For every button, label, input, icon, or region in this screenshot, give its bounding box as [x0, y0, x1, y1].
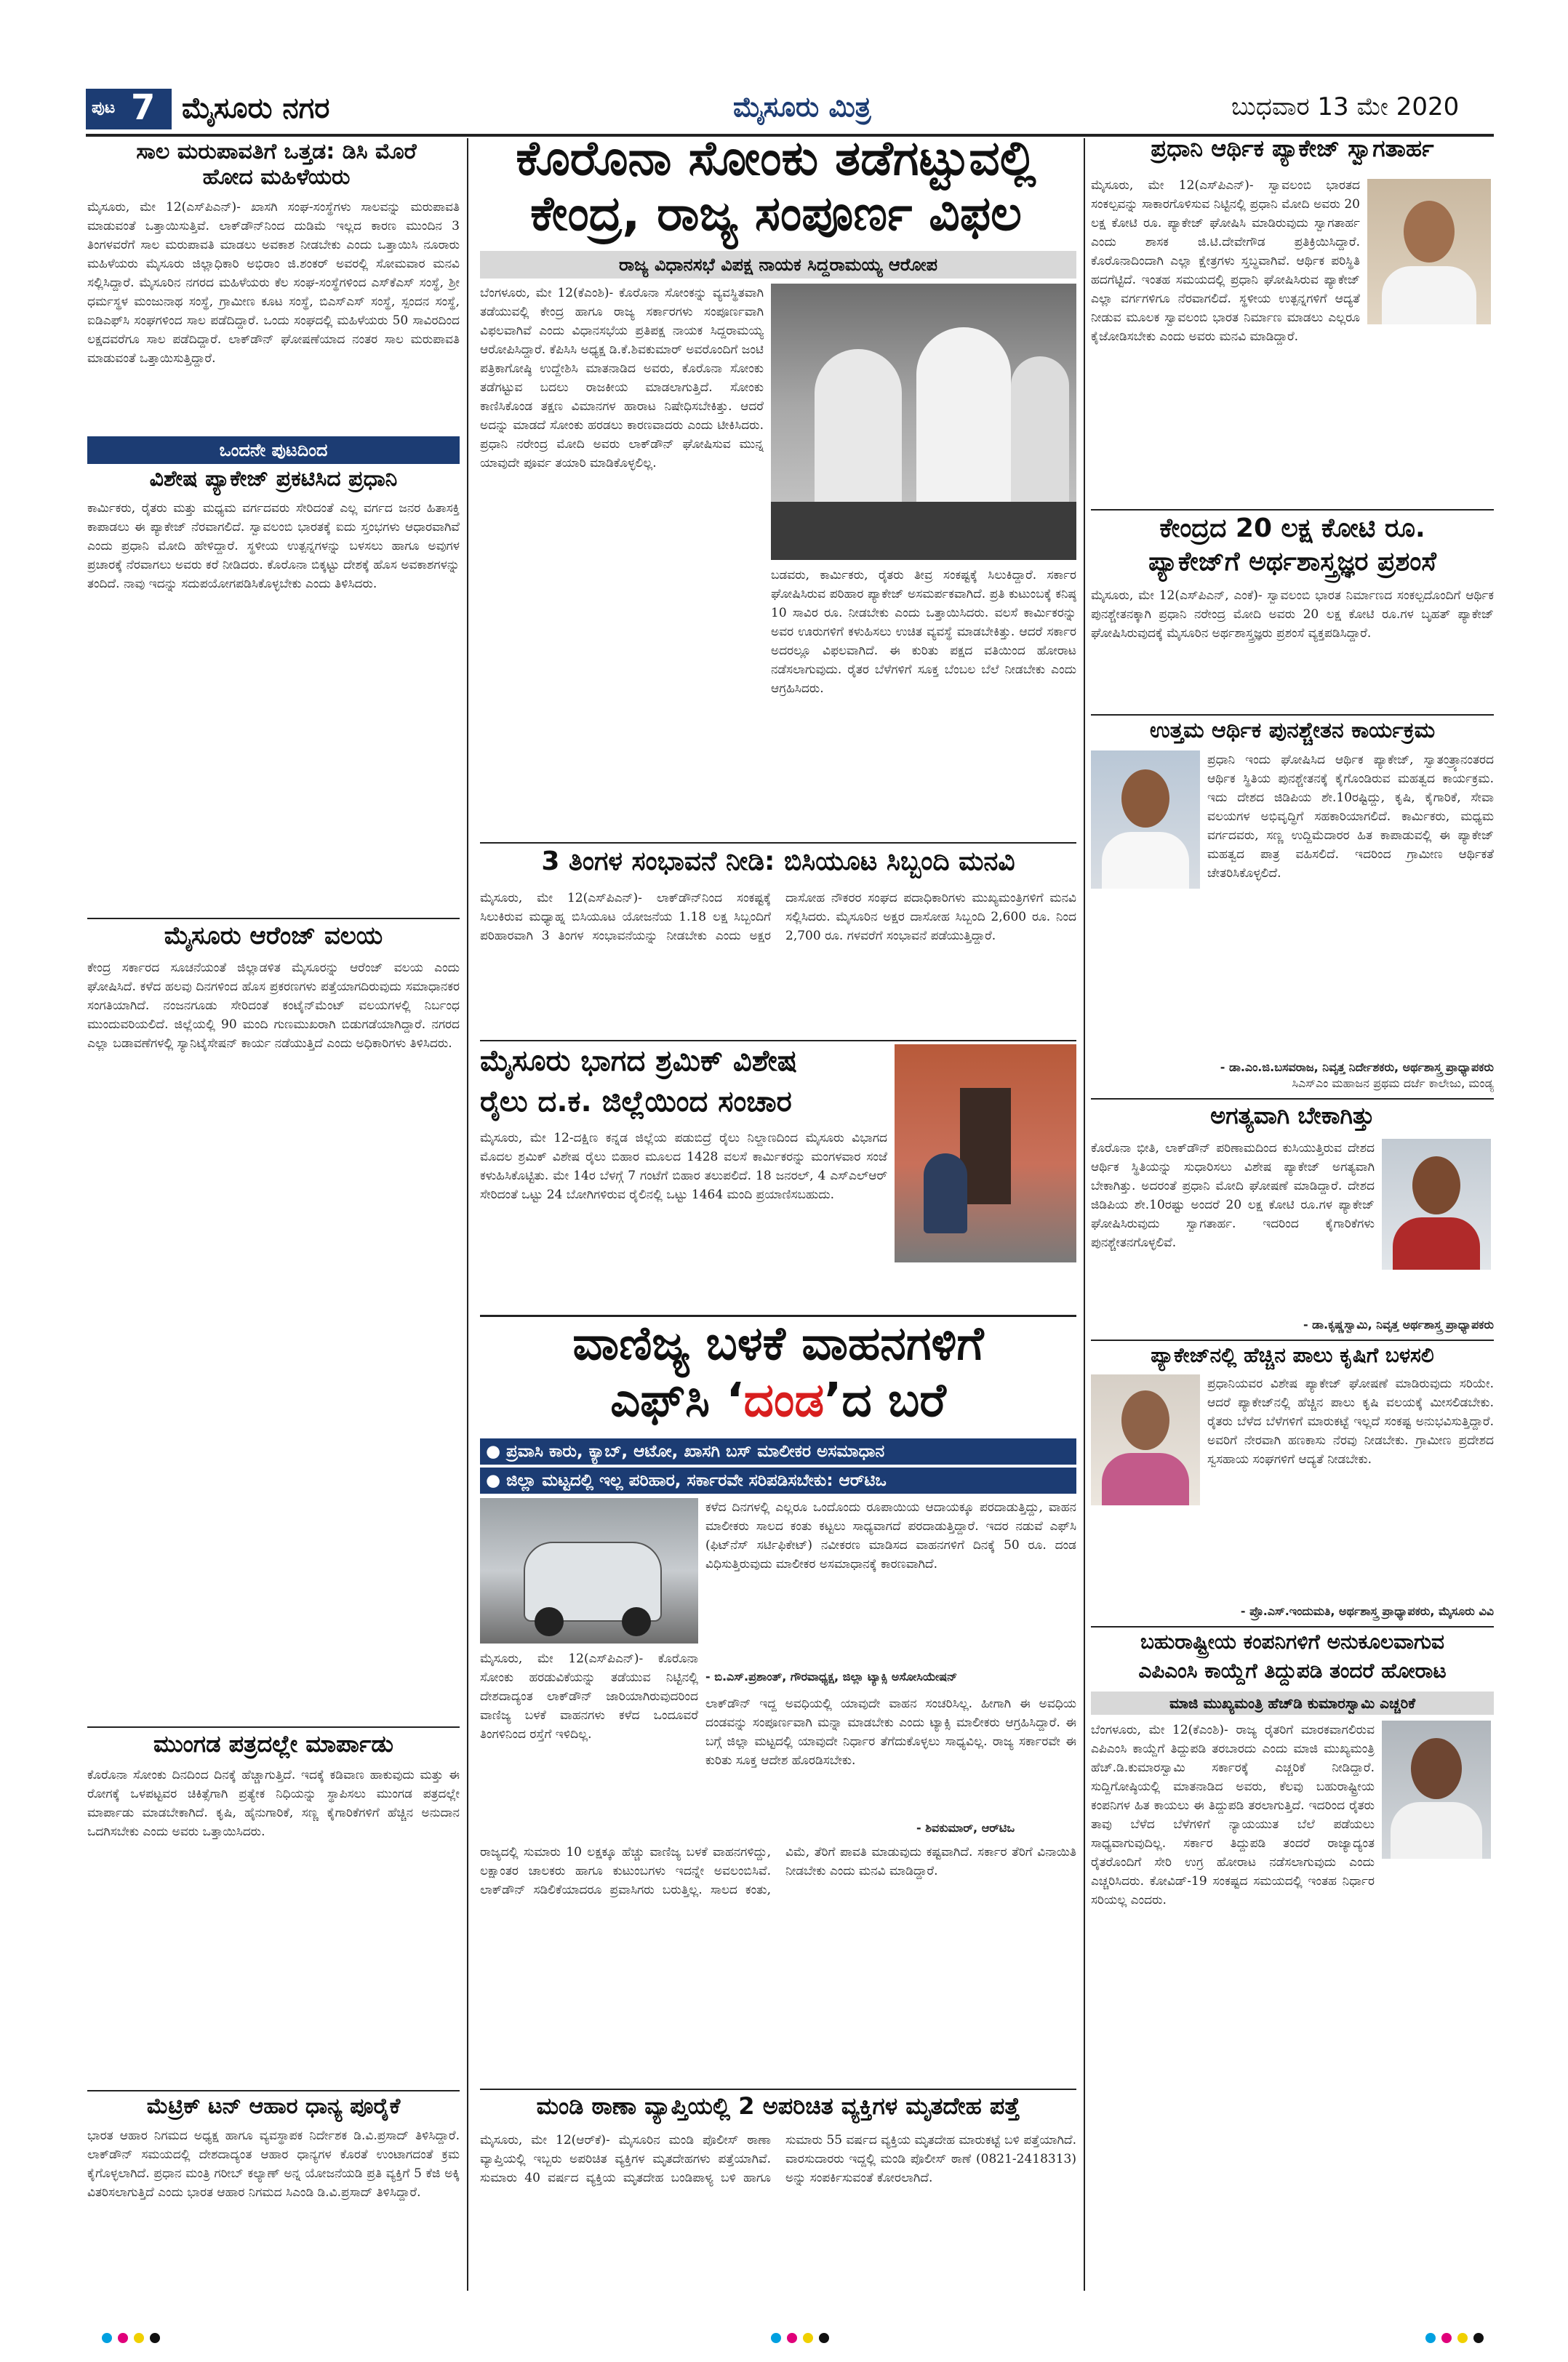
center-story-4-body-b: ಲಾಕ್‌ಡೌನ್ ಇದ್ದ ಅವಧಿಯಲ್ಲಿ ಯಾವುದೇ ವಾಹನ ಸಂಚರಿಸಿಲ್ಲ. ಹೀಗಾಗಿ ಈ ಅವಧಿಯ ದಂಡವನ್ನು ಸಂಪೂರ್ಣವಾಗಿ ಮನ್ನಾ ಮಾಡಬೇಕು ಎಂದು ಟ್ಯಾಕ್ಸಿ ಮಾಲೀಕರು ಆಗ್ರಹಿಸಿದ್ದಾರೆ. ಈ ಬಗ್ಗೆ ಜಿಲ್ಲಾ ಮಟ್ಟದಲ್ಲಿ ಯಾವುದೇ ನಿರ್ಧಾರ ತೆಗೆದುಕೊಳ್ಳಲು ಸಾಧ್ಯವಿಲ್ಲ. ರಾಜ್ಯ ಸರ್ಕಾರವೇ ಈ ಕುರಿತು ಸೂಕ್ತ ಆದೇಶ ಹೊರಡಿಸಬೇಕು.: [705, 1697, 1076, 1768]
portrait-body: [1391, 1802, 1482, 1859]
story-divider: [87, 2090, 460, 2091]
registration-dot: [1441, 2333, 1452, 2343]
center-story-4-body-c: ರಾಜ್ಯದಲ್ಲಿ ಸುಮಾರು 10 ಲಕ್ಷಕ್ಕೂ ಹೆಚ್ಚು ವಾಣಿಜ್ಯ ಬಳಕೆ ವಾಹನಗಳಿದ್ದು, ಲಕ್ಷಾಂತರ ಚಾಲಕರು ಹಾಗೂ ಕುಟುಂಬಗಳು ಇದನ್ನೇ ಅವಲಂಬಿಸಿವೆ. ಲಾಕ್‌ಡೌನ್ ಸಡಿಲಿಕೆಯಾದರೂ ಪ್ರವಾಸಿಗರು ಬರುತ್ತಿಲ್ಲ. ಸಾಲದ ಕಂತು, ವಿಮೆ, ತೆರಿಗೆ ಪಾವತಿ ಮಾಡುವುದು ಕಷ್ಟವಾಗಿದೆ. ಸರ್ಕಾರ ತೆರಿಗೆ ವಿನಾಯಿತಿ ನೀಡಬೇಕು ಎಂದು ಮನವಿ ಮಾಡಿದ್ದಾರೆ.: [480, 1845, 1076, 1897]
story-divider: [1091, 509, 1494, 511]
right-story-4-headline: ಅಗತ್ಯವಾಗಿ ಬೇಕಾಗಿತ್ತು: [1210, 1102, 1375, 1129]
right-story-3-body: ಪ್ರಧಾನಿ ಇಂದು ಘೋಷಿಸಿದ ಆರ್ಥಿಕ ಪ್ಯಾಕೇಜ್, ಸ್ವಾತಂತ್ರ್ಯಾನಂತರದ ಆರ್ಥಿಕ ಸ್ಥಿತಿಯ ಪುನಶ್ಚೇತನಕ್ಕೆ ಕೈಗೊಂಡಿರುವ ಮಹತ್ವದ ಕಾರ್ಯಕ್ರಮ. ಇದು ದೇಶದ ಜಿಡಿಪಿಯ ಶೇ.10ರಷ್ಟಿದ್ದು, ಕೃಷಿ, ಕೈಗಾರಿಕೆ, ಸೇವಾ ವಲಯಗಳ ಅಭಿವೃದ್ಧಿಗೆ ಸಹಕಾರಿಯಾಗಲಿದೆ. ಕಾರ್ಮಿಕರು, ಮಧ್ಯಮ ವರ್ಗದವರು, ಸಣ್ಣ ಉದ್ದಿಮೆದಾರರ ಹಿತ ಕಾಪಾಡುವಲ್ಲಿ ಈ ಪ್ಯಾಕೇಜ್ ಮಹತ್ವದ ಪಾತ್ರ ವಹಿಸಲಿದೆ. ಇದರಿಂದ ಗ್ರಾಮೀಣ ಆರ್ಥಿಕತೆ ಚೇತರಿಸಿಕೊಳ್ಳಲಿದೆ.: [1207, 753, 1494, 881]
center-story-4-headline-1: ವಾಣಿಜ್ಯ ಬಳಕೆ ವಾಹನಗಳಿಗೆ: [572, 1317, 984, 1371]
bullet-1: ● ಪ್ರವಾಸಿ ಕಾರು, ಕ್ಯಾಬ್, ಆಟೋ, ಖಾಸಗಿ ಬಸ್ ಮಾಲೀಕರ ಅಸಮಾಧಾನ: [486, 1442, 885, 1461]
left-story-1-headline: ಸಾಲ ಮರುಪಾವತಿಗೆ ಒತ್ತಡ: ಡಿಸಿ ಮೊರೆ ಹೋದ ಮಹಿಳೆಯರು: [136, 139, 417, 190]
right-story-5-body: ಪ್ರಧಾನಿಯವರ ವಿಶೇಷ ಪ್ಯಾಕೇಜ್ ಘೋಷಣೆ ಮಾಡಿರುವುದು ಸರಿಯೇ. ಆದರೆ ಪ್ಯಾಕೇಜ್‌ನಲ್ಲಿ ಹೆಚ್ಚಿನ ಪಾಲು ಕೃಷಿ ವಲಯಕ್ಕೆ ಮೀಸಲಿಡಬೇಕು. ರೈತರು ಬೆಳೆದ ಬೆಳೆಗಳಿಗೆ ಮಾರುಕಟ್ಟೆ ಇಲ್ಲದೆ ಸಂಕಷ್ಟ ಅನುಭವಿಸುತ್ತಿದ್ದಾರೆ. ಅವರಿಗೆ ನೇರವಾಗಿ ಹಣಕಾಸು ನೆರವು ನೀಡಬೇಕು. ಗ್ರಾಮೀಣ ಪ್ರದೇಶದ ಸ್ವಸಹಾಯ ಸಂಘಗಳಿಗೆ ಆದ್ಯತೆ ನೀಡಬೇಕು.: [1207, 1377, 1494, 1467]
registration-dot: [102, 2333, 112, 2343]
portrait-4: [1091, 1374, 1200, 1505]
right-story-1-headline: ಪ್ರಧಾನಿ ಆರ್ಥಿಕ ಪ್ಯಾಕೇಜ್ ಸ್ವಾಗತಾರ್ಹ: [1151, 135, 1434, 162]
story-divider: [480, 2089, 1076, 2090]
story-divider: [1091, 1340, 1494, 1341]
registration-dot: [787, 2333, 797, 2343]
car-wheel: [535, 1607, 564, 1636]
headline-part: ’ದ ಬರೆ: [824, 1374, 946, 1428]
right-story-4-body: ಕೊರೊನಾ ಭೀತಿ, ಲಾಕ್‌ಡೌನ್ ಪರಿಣಾಮದಿಂದ ಕುಸಿಯುತ್ತಿರುವ ದೇಶದ ಆರ್ಥಿಕ ಸ್ಥಿತಿಯನ್ನು ಸುಧಾರಿಸಲು ವಿಶೇಷ ಪ್ಯಾಕೇಜ್ ಅಗತ್ಯವಾಗಿ ಬೇಕಾಗಿತ್ತು. ಅದರಂತೆ ಪ್ರಧಾನಿ ಮೋದಿ ಘೋಷಣೆ ಮಾಡಿದ್ದಾರೆ. ದೇಶದ ಜಿಡಿಪಿಯ ಶೇ.10ರಷ್ಟು ಅಂದರೆ 20 ಲಕ್ಷ ಕೋಟಿ ರೂ.ಗಳ ಪ್ಯಾಕೇಜ್ ಘೋಷಿಸಿರುವುದು ಸ್ವಾಗತಾರ್ಹ. ಇದರಿಂದ ಕೈಗಾರಿಕೆಗಳು ಪುನಶ್ಚೇತನಗೊಳ್ಳಲಿವೆ.: [1091, 1141, 1375, 1250]
passenger-figure: [924, 1153, 967, 1233]
story-divider: [87, 1726, 460, 1728]
center-story-4-byline-1: - ಬಿ.ಎಸ್.ಪ್ರಶಾಂತ್, ಗೌರವಾಧ್ಯಕ್ಷ, ಜಿಲ್ಲಾ ಟ್ಯಾಕ್ಸಿ ಅಸೋಸಿಯೇಷನ್: [705, 1670, 958, 1684]
registration-dot: [1457, 2333, 1468, 2343]
left-story-5-headline: ಮೆಟ್ರಿಕ್ ಟನ್ ಆಹಾರ ಧಾನ್ಯ ಪೂರೈಕೆ: [146, 2094, 401, 2119]
center-story-3-headline-2: ರೈಲು ದ.ಕ. ಜಿಲ್ಲೆಯಿಂದ ಸಂಚಾರ: [480, 1085, 792, 1118]
registration-dot: [134, 2333, 144, 2343]
car-photo: [480, 1498, 698, 1644]
left-story-4-body: ಕೊರೊನಾ ಸೋಂಕು ದಿನದಿಂದ ದಿನಕ್ಕೆ ಹೆಚ್ಚಾಗುತ್ತಿದೆ. ಇದಕ್ಕೆ ಕಡಿವಾಣ ಹಾಕುವುದು ಮತ್ತು ಈ ರೋಗಕ್ಕೆ ಒಳಪಟ್ಟವರ ಚಿಕಿತ್ಸೆಗಾಗಿ ಪ್ರತ್ಯೇಕ ನಿಧಿಯನ್ನು ಸ್ಥಾಪಿಸಲು ಮುಂಗಡ ಪತ್ರದಲ್ಲೇ ಮಾರ್ಪಾಡು ಮಾಡಬೇಕಾಗಿದೆ. ಕೃಷಿ, ಹೈನುಗಾರಿಕೆ, ಸಣ್ಣ ಕೈಗಾರಿಕೆಗಳಿಗೆ ಹೆಚ್ಚಿನ ಅನುದಾನ ಒದಗಿಸಬೇಕು ಎಂದು ಅವರು ಒತ್ತಾಯಿಸಿದರು.: [87, 1768, 460, 1839]
right-story-6-headline-1: ಬಹುರಾಷ್ಟ್ರೀಯ ಕಂಪನಿಗಳಿಗೆ ಅನುಕೂಲವಾಗುವ: [1140, 1630, 1445, 1654]
left-story-4-headline: ಮುಂಗಡ ಪತ್ರದಲ್ಲೇ ಮಾರ್ಪಾಡು: [153, 1730, 393, 1758]
bullet-bar-2: [480, 1468, 1076, 1494]
portrait-1: [1367, 179, 1491, 324]
portrait-5: [1382, 1721, 1491, 1859]
left-story-2-body: ಕಾರ್ಮಿಕರು, ರೈತರು ಮತ್ತು ಮಧ್ಯಮ ವರ್ಗದವರು ಸೇರಿದಂತೆ ಎಲ್ಲ ವರ್ಗದ ಜನರ ಹಿತಾಸಕ್ತಿ ಕಾಪಾಡಲು ಈ ಪ್ಯಾಕೇಜ್ ನೆರವಾಗಲಿದೆ. ಸ್ವಾವಲಂಬಿ ಭಾರತಕ್ಕೆ ಐದು ಸ್ತಂಭಗಳು ಆಧಾರವಾಗಿವೆ ಎಂದು ಪ್ರಧಾನಿ ಮೋದಿ ಹೇಳಿದ್ದಾರೆ. ಸ್ಥಳೀಯ ಉತ್ಪನ್ನಗಳನ್ನು ಬಳಸಲು ಹಾಗೂ ಅವುಗಳ ಪ್ರಚಾರಕ್ಕೆ ನೆರವಾಗಲು ಅವರು ಕರೆ ನೀಡಿದರು. ಕೊರೊನಾ ಬಿಕ್ಕಟ್ಟು ದೇಶಕ್ಕೆ ಹೊಸ ಅವಕಾಶಗಳನ್ನು ತಂದಿದೆ. ನಾವು ಇದನ್ನು ಸದುಪಯೋಗಪಡಿಸಿಕೊಳ್ಳಬೇಕು ಎಂದು ತಿಳಿಸಿದರು.: [87, 501, 460, 591]
lead-kicker: ರಾಜ್ಯ ವಿಧಾನಸಭೆ ವಿಪಕ್ಷ ನಾಯಕ ಸಿದ್ದರಾಮಯ್ಯ ಆರೋಪ: [618, 255, 938, 275]
photo-figure: [1011, 356, 1069, 509]
center-story-4-body-a: ಕಳೆದ ದಿನಗಳಲ್ಲಿ ಎಲ್ಲರೂ ಒಂದೊಂದು ರೂಪಾಯಿಯ ಆದಾಯಕ್ಕೂ ಪರದಾಡುತ್ತಿದ್ದು, ವಾಹನ ಮಾಲೀಕರು ಸಾಲದ ಕಂತು ಕಟ್ಟಲು ಸಾಧ್ಯವಾಗದೆ ಪರದಾಡುತ್ತಿದ್ದಾರೆ. ಇದರ ನಡುವೆ ಎಫ್‌ಸಿ (ಫಿಟ್‌ನೆಸ್ ಸರ್ಟಿಫಿಕೇಟ್) ನವೀಕರಣ ಮಾಡಿಸದ ವಾಹನಗಳಿಗೆ ದಿನಕ್ಕೆ 50 ರೂ. ದಂಡ ವಿಧಿಸುತ್ತಿರುವುದು ಮಾಲೀಕರ ಅಸಮಾಧಾನಕ್ಕೆ ಕಾರಣವಾಗಿದೆ.: [705, 1500, 1076, 1572]
photo-table: [771, 502, 1076, 560]
train-door: [960, 1088, 1011, 1204]
headline-part: ಎಫ್‌ಸಿ ‘: [610, 1374, 744, 1428]
right-story-1-body: ಮೈಸೂರು, ಮೇ 12(ಎಸ್‌ಪಿಎನ್)- ಸ್ವಾವಲಂಬಿ ಭಾರತದ ಸಂಕಲ್ಪವನ್ನು ಸಾಕಾರಗೊಳಿಸುವ ನಿಟ್ಟಿನಲ್ಲಿ ಪ್ರಧಾನಿ ಮೋದಿ ಅವರು 20 ಲಕ್ಷ ಕೋಟಿ ರೂ. ಪ್ಯಾಕೇಜ್ ಘೋಷಿಸಿ ಮಾಡಿರುವುದು ಸ್ವಾಗತಾರ್ಹ ಎಂದು ಶಾಸಕ ಜಿ.ಟಿ.ದೇವೇಗೌಡ ಪ್ರತಿಕ್ರಿಯಿಸಿದ್ದಾರೆ. ಕೊರೊನಾದಿಂದಾಗಿ ಎಲ್ಲಾ ಕ್ಷೇತ್ರಗಳು ಸ್ತಬ್ಧವಾಗಿವೆ. ಆರ್ಥಿಕ ಪರಿಸ್ಥಿತಿ ಹದಗೆಟ್ಟಿದೆ. ಇಂತಹ ಸಮಯದಲ್ಲಿ ಪ್ರಧಾನಿ ಘೋಷಿಸಿರುವ ಪ್ಯಾಕೇಜ್ ಎಲ್ಲಾ ವರ್ಗಗಳಿಗೂ ನೆರವಾಗಲಿದೆ. ಸ್ಥಳೀಯ ಉತ್ಪನ್ನಗಳಿಗೆ ಆದ್ಯತೆ ನೀಡುವ ಮೂಲಕ ಸ್ವಾವಲಂಬಿ ಭಾರತ ನಿರ್ಮಾಣ ಮಾಡಲು ಎಲ್ಲರೂ ಕೈಜೋಡಿಸಬೇಕು ಎಂದು ಅವರು ಮನವಿ ಮಾಡಿದ್ದಾರೆ.: [1091, 178, 1360, 344]
registration-marks: [0, 2327, 1568, 2349]
portrait-head: [1412, 1156, 1460, 1214]
right-story-6-headline-2: ಎಪಿಎಂಸಿ ಕಾಯ್ದೆಗೆ ತಿದ್ದುಪಡಿ ತಂದರೆ ಹೋರಾಟ: [1138, 1659, 1447, 1683]
registration-dot: [819, 2333, 829, 2343]
portrait-body: [1102, 1453, 1189, 1505]
registration-dot: [771, 2333, 781, 2343]
portrait-head: [1411, 1738, 1462, 1799]
page-label: ಪುಟ: [92, 99, 116, 117]
right-story-5-headline: ಪ್ಯಾಕೇಜ್‌ನಲ್ಲಿ ಹೆಚ್ಚಿನ ಪಾಲು ಕೃಷಿಗೆ ಬಳಸಲಿ: [1151, 1343, 1434, 1367]
left-story-3-body: ಕೇಂದ್ರ ಸರ್ಕಾರದ ಸೂಚನೆಯಂತೆ ಜಿಲ್ಲಾಡಳಿತ ಮೈಸೂರನ್ನು ಆರೆಂಜ್ ವಲಯ ಎಂದು ಘೋಷಿಸಿದೆ. ಕಳೆದ ಹಲವು ದಿನಗಳಿಂದ ಹೊಸ ಪ್ರಕರಣಗಳು ಪತ್ತೆಯಾಗದಿರುವುದು ಸಮಾಧಾನಕರ ಸಂಗತಿಯಾಗಿದೆ. ನಂಜನಗೂಡು ಸೇರಿದಂತೆ ಕಂಟೈನ್‌ಮೆಂಟ್ ವಲಯಗಳಲ್ಲಿ ನಿರ್ಬಂಧ ಮುಂದುವರಿಯಲಿದೆ. ಜಿಲ್ಲೆಯಲ್ಲಿ 90 ಮಂದಿ ಗುಣಮುಖರಾಗಿ ಬಿಡುಗಡೆಯಾಗಿದ್ದಾರೆ. ನಗರದ ಎಲ್ಲಾ ಬಡಾವಣೆಗಳಲ್ಲಿ ಸ್ಯಾನಿಟೈಸೇಷನ್ ಕಾರ್ಯ ನಡೆಯುತ್ತಿದೆ ಎಂದು ಅಧಿಕಾರಿಗಳು ತಿಳಿಸಿದರು.: [87, 961, 460, 1051]
paper-name: ಮೈಸೂರು ಮಿತ್ರ: [733, 91, 871, 123]
center-story-5-body: ಮೈಸೂರು, ಮೇ 12(ಆರ್‌ಕೆ)- ಮೈಸೂರಿನ ಮಂಡಿ ಪೊಲೀಸ್ ಠಾಣಾ ವ್ಯಾಪ್ತಿಯಲ್ಲಿ ಇಬ್ಬರು ಅಪರಿಚಿತ ವ್ಯಕ್ತಿಗಳ ಮೃತದೇಹಗಳು ಪತ್ತೆಯಾಗಿವೆ. ಸುಮಾರು 40 ವರ್ಷದ ವ್ಯಕ್ತಿಯ ಮೃತದೇಹ ಬಂಡಿಪಾಳ್ಯ ಬಳಿ ಹಾಗೂ ಸುಮಾರು 55 ವರ್ಷದ ವ್ಯಕ್ತಿಯ ಮೃತದೇಹ ಮಾರುಕಟ್ಟೆ ಬಳಿ ಪತ್ತೆಯಾಗಿದೆ. ವಾರಸುದಾರರು ಇದ್ದಲ್ಲಿ ಮಂಡಿ ಪೊಲೀಸ್ ಠಾಣೆ (0821-2418313) ಅನ್ನು ಸಂಪರ್ಕಿಸುವಂತೆ ಕೋರಲಾಗಿದೆ.: [480, 2133, 1076, 2185]
story-divider: [480, 1040, 1076, 1041]
center-story-3-headline-1: ಮೈಸೂರು ಭಾಗದ ಶ್ರಮಿಕ್ ವಿಶೇಷ: [480, 1044, 797, 1078]
headline-highlight: ದಂಡ: [743, 1374, 825, 1428]
story-divider: [1091, 1626, 1494, 1628]
right-story-6-kicker-bar: [1091, 1692, 1494, 1715]
photo-figure: [916, 327, 1011, 509]
left-story-1-body: ಮೈಸೂರು, ಮೇ 12(ಎಸ್‌ಪಿಎನ್)- ಖಾಸಗಿ ಸಂಘ-ಸಂಸ್ಥೆಗಳು ಸಾಲವನ್ನು ಮರುಪಾವತಿ ಮಾಡುವಂತೆ ಒತ್ತಾಯಿಸುತ್ತಿವೆ. ಲಾಕ್‌ಡೌನ್‌ನಿಂದ ದುಡಿಮೆ ಇಲ್ಲದ ಕಾರಣ ಮುಂದಿನ 3 ತಿಂಗಳವರೆಗೆ ಸಾಲ ಮರುಪಾವತಿ ಮಾಡಲು ಅವಕಾಶ ನೀಡಬೇಕು ಎಂದು ಒತ್ತಾಯಿಸಿ ನೂರಾರು ಮಹಿಳೆಯರು ಮೈಸೂರು ಜಿಲ್ಲಾಧಿಕಾರಿ ಅಭಿರಾಂ ಜಿ.ಶಂಕರ್ ಅವರಲ್ಲಿ ಸೋಮವಾರ ಮನವಿ ಸಲ್ಲಿಸಿದ್ದಾರೆ. ಮೈಸೂರಿನ ನಗರದ ಮಹಿಳೆಯರು ಕೆಲ ಸಂಘ-ಸಂಸ್ಥೆಗಳಿಂದ ಎಸ್‌ಕೆಎಸ್ ಸಂಸ್ಥೆ, ಶ್ರೀ ಧರ್ಮಸ್ಥಳ ಮಂಜುನಾಥ ಸಂಸ್ಥೆ, ಗ್ರಾಮೀಣ ಕೂಟ ಸಂಸ್ಥೆ, ಬಿಎಸ್‌ಎಸ್ ಸಂಸ್ಥೆ, ಸ್ಪಂದನ ಸಂಸ್ಥೆ, ಐಡಿಎಫ್‌ಸಿ ಸಂಘಗಳಿಂದ ಸಾಲ ಪಡೆದಿದ್ದಾರೆ. ಒಂದು ಸಂಘದಲ್ಲಿ ಮಹಿಳೆಯರು 50 ಸಾವಿರದಿಂದ ಲಕ್ಷದವರೆಗೂ ಸಾಲ ಪಡೆದಿದ್ದಾರೆ. ಲಾಕ್‌ಡೌನ್ ಘೋಷಣೆಯಾದ ನಂತರ ಸಾಲ ಮರುಪಾವತಿ ಮಾಡುವಂತೆ ಒತ್ತಾಯಿಸುತ್ತಿದ್ದಾರೆ.: [87, 200, 460, 366]
left-story-5-body: ಭಾರತ ಆಹಾರ ನಿಗಮದ ಅಧ್ಯಕ್ಷ ಹಾಗೂ ವ್ಯವಸ್ಥಾಪಕ ನಿರ್ದೇಶಕ ಡಿ.ವಿ.ಪ್ರಸಾದ್ ತಿಳಿಸಿದ್ದಾರೆ. ಲಾಕ್‌ಡೌನ್ ಸಮಯದಲ್ಲಿ ದೇಶದಾದ್ಯಂತ ಆಹಾರ ಧಾನ್ಯಗಳ ಕೊರತೆ ಉಂಟಾಗದಂತೆ ಕ್ರಮ ಕೈಗೊಳ್ಳಲಾಗಿದೆ. ಪ್ರಧಾನ ಮಂತ್ರಿ ಗರೀಬ್ ಕಲ್ಯಾಣ್ ಅನ್ನ ಯೋಜನೆಯಡಿ ಪ್ರತಿ ವ್ಯಕ್ತಿಗೆ 5 ಕೆಜಿ ಅಕ್ಕಿ ವಿತರಿಸಲಾಗುತ್ತಿದೆ ಎಂದು ಭಾರತ ಆಹಾರ ನಿಗಮದ ಸಿಎಂಡಿ ಡಿ.ವಿ.ಪ್ರಸಾದ್ ತಿಳಿಸಿದ್ದಾರೆ.: [87, 2129, 460, 2200]
registration-dot: [118, 2333, 128, 2343]
registration-dot: [150, 2333, 160, 2343]
portrait-body: [1382, 266, 1476, 324]
right-story-3-byline-2: ಸಿಎಸ್ಎಂ ಮಹಾಜನ ಪ್ರಥಮ ದರ್ಜೆ ಕಾಲೇಜು, ಮಂಡ್ಯ: [1292, 1076, 1494, 1090]
right-story-3-headline: ಉತ್ತಮ ಆರ್ಥಿಕ ಪುನಶ್ಚೇತನ ಕಾರ್ಯಕ್ರಮ: [1149, 718, 1436, 743]
right-story-5-byline: - ಪ್ರೊ.ಎಸ್.ಇಂದುಮತಿ, ಅರ್ಥಶಾಸ್ತ್ರ ಪ್ರಾಧ್ಯಾಪಕರು, ಮೈಸೂರು ವಿವಿ: [1240, 1604, 1494, 1618]
registration-dot: [803, 2333, 813, 2343]
lead-headline-line-2: ಕೇಂದ್ರ, ರಾಜ್ಯ ಸಂಪೂರ್ಣ ವಿಫಲ: [530, 185, 1022, 241]
portrait-head: [1404, 201, 1455, 263]
page-date: ಬುಧವಾರ 13 ಮೇ 2020: [1231, 92, 1460, 121]
page-number: 7: [131, 87, 156, 128]
photo-figure: [815, 349, 902, 509]
right-story-6-kicker: ಮಾಜಿ ಮುಖ್ಯಮಂತ್ರಿ ಹೆಚ್‌ಡಿ ಕುಮಾರಸ್ವಾಮಿ ಎಚ್ಚರಿಕೆ: [1169, 1694, 1416, 1712]
bullet-bar-1: [480, 1438, 1076, 1465]
center-story-2-headline: 3 ತಿಂಗಳ ಸಂಭಾವನೆ ನೀಡಿ: ಬಿಸಿಯೂಟ ಸಿಬ್ಬಂದಿ ಮನವಿ: [541, 846, 1015, 876]
center-story-4-byline-2: - ಶಿವಕುಮಾರ್, ಆರ್‌ಟಿಒ: [916, 1821, 1015, 1835]
right-story-3-byline: - ಡಾ.ಎಂ.ಜಿ.ಬಸವರಾಜ, ನಿವೃತ್ತ ನಿರ್ದೇಶಕರು, ಅರ್ಥಶಾಸ್ತ್ರ ಪ್ರಾಧ್ಯಾಪಕರು: [1220, 1060, 1494, 1074]
lead-body-a: ಬೆಂಗಳೂರು, ಮೇ 12(ಕೆಎಂಶಿ)- ಕೊರೊನಾ ಸೋಂಕನ್ನು ವ್ಯವಸ್ಥಿತವಾಗಿ ತಡೆಯುವಲ್ಲಿ ಕೇಂದ್ರ ಹಾಗೂ ರಾಜ್ಯ ಸರ್ಕಾರಗಳು ಸಂಪೂರ್ಣವಾಗಿ ವಿಫಲವಾಗಿವೆ ಎಂದು ವಿಧಾನಸಭೆಯ ಪ್ರತಿಪಕ್ಷ ನಾಯಕ ಸಿದ್ದರಾಮಯ್ಯ ಆರೋಪಿಸಿದ್ದಾರೆ. ಕೆಪಿಸಿಸಿ ಅಧ್ಯಕ್ಷ ಡಿ.ಕೆ.ಶಿವಕುಮಾರ್ ಅವರೊಂದಿಗೆ ಜಂಟಿ ಪತ್ರಿಕಾಗೋಷ್ಠಿ ಉದ್ದೇಶಿಸಿ ಮಾತನಾಡಿದ ಅವರು, ಕೊರೊನಾ ಸೋಂಕು ತಡೆಗಟ್ಟುವ ಬದಲು ರಾಜಕೀಯ ಮಾಡಲಾಗುತ್ತಿದೆ. ಸೋಂಕು ಕಾಣಿಸಿಕೊಂಡ ತಕ್ಷಣ ವಿಮಾನಗಳ ಹಾರಾಟ ನಿಷೇಧಿಸಬೇಕಿತ್ತು. ಆದರೆ ಅದನ್ನು ಮಾಡದೆ ಸೋಂಕು ಹರಡಲು ಕಾರಣವಾದರು ಎಂದು ಟೀಕಿಸಿದರು. ಪ್ರಧಾನಿ ನರೇಂದ್ರ ಮೋದಿ ಅವರು ಲಾಕ್‌ಡೌನ್ ಘೋಷಿಸುವ ಮುನ್ನ ಯಾವುದೇ ಪೂರ್ವ ತಯಾರಿ ಮಾಡಿಕೊಳ್ಳಲಿಲ್ಲ.: [480, 286, 764, 471]
column-divider: [1084, 138, 1085, 2291]
bullet-2: ● ಜಿಲ್ಲಾ ಮಟ್ಟದಲ್ಲಿ ಇಲ್ಲ ಪರಿಹಾರ, ಸರ್ಕಾರವೇ ಸರಿಪಡಿಸಬೇಕು: ಆರ್‌ಟಿಒ: [486, 1471, 887, 1490]
train-photo: [895, 1044, 1076, 1262]
story-divider: [480, 842, 1076, 844]
right-story-2-body: ಮೈಸೂರು, ಮೇ 12(ಎಸ್‌ಪಿಎನ್, ಎಂಕೆ)- ಸ್ವಾವಲಂಬಿ ಭಾರತ ನಿರ್ಮಾಣದ ಸಂಕಲ್ಪದೊಂದಿಗೆ ಆರ್ಥಿಕ ಪುನಶ್ಚೇತನಕ್ಕಾಗಿ ಪ್ರಧಾನಿ ನರೇಂದ್ರ ಮೋದಿ ಅವರು 20 ಲಕ್ಷ ಕೋಟಿ ರೂ.ಗಳ ಬೃಹತ್ ಪ್ಯಾಕೇಜ್ ಘೋಷಿಸಿರುವುದಕ್ಕೆ ಮೈಸೂರಿನ ಅರ್ಥಶಾಸ್ತ್ರಜ್ಞರು ಪ್ರಶಂಸೆ ವ್ಯಕ್ತಪಡಿಸಿದ್ದಾರೆ.: [1091, 588, 1494, 641]
section-title: ಮೈಸೂರು ನಗರ: [182, 92, 330, 125]
page-number-box: [86, 89, 172, 129]
lead-kicker-bar: [480, 251, 1076, 279]
right-story-2-headline-2: ಪ್ಯಾಕೇಜ್‌ಗೆ ಅರ್ಥಶಾಸ್ತ್ರಜ್ಞರ ಪ್ರಶಂಸೆ: [1148, 547, 1436, 577]
column-divider: [467, 138, 468, 2291]
right-story-6-body: ಬೆಂಗಳೂರು, ಮೇ 12(ಕೆಎಂಶಿ)- ರಾಜ್ಯ ರೈತರಿಗೆ ಮಾರಕವಾಗಲಿರುವ ಎಪಿಎಂಸಿ ಕಾಯ್ದೆಗೆ ತಿದ್ದುಪಡಿ ತರಬಾರದು ಎಂದು ಮಾಜಿ ಮುಖ್ಯಮಂತ್ರಿ ಹೆಚ್.ಡಿ.ಕುಮಾರಸ್ವಾಮಿ ಸರ್ಕಾರಕ್ಕೆ ಎಚ್ಚರಿಕೆ ನೀಡಿದ್ದಾರೆ. ಸುದ್ದಿಗೋಷ್ಠಿಯಲ್ಲಿ ಮಾತನಾಡಿದ ಅವರು, ಕೆಲವು ಬಹುರಾಷ್ಟ್ರೀಯ ಕಂಪನಿಗಳ ಹಿತ ಕಾಯಲು ಈ ತಿದ್ದುಪಡಿ ತರಲಾಗುತ್ತಿದೆ. ಇದರಿಂದ ರೈತರು ತಾವು ಬೆಳೆದ ಬೆಳೆಗಳಿಗೆ ನ್ಯಾಯಯುತ ಬೆಲೆ ಪಡೆಯಲು ಸಾಧ್ಯವಾಗುವುದಿಲ್ಲ. ಸರ್ಕಾರ ತಿದ್ದುಪಡಿ ತಂದರೆ ರಾಜ್ಯಾದ್ಯಂತ ರೈತರೊಂದಿಗೆ ಸೇರಿ ಉಗ್ರ ಹೋರಾಟ ನಡೆಸಲಾಗುವುದು ಎಂದು ಎಚ್ಚರಿಸಿದರು. ಕೋವಿಡ್-19 ಸಂಕಷ್ಟದ ಸಮಯದಲ್ಲಿ ಇಂತಹ ನಿರ್ಧಾರ ಸರಿಯಲ್ಲ ಎಂದರು.: [1091, 1723, 1375, 1907]
car-photo-caption: ಮೈಸೂರು, ಮೇ 12(ಎಸ್‌ಪಿಎನ್)- ಕೊರೊನಾ ಸೋಂಕು ಹರಡುವಿಕೆಯನ್ನು ತಡೆಯುವ ನಿಟ್ಟಿನಲ್ಲಿ ದೇಶದಾದ್ಯಂತ ಲಾಕ್‌ಡೌನ್ ಜಾರಿಯಾಗಿರುವುದರಿಂದ ವಾಣಿಜ್ಯ ಬಳಕೆ ವಾಹನಗಳು ಕಳೆದ ಒಂದೂವರೆ ತಿಂಗಳಿನಿಂದ ರಸ್ತೆಗೆ ಇಳಿದಿಲ್ಲ.: [480, 1652, 698, 1742]
left-story-3-headline: ಮೈಸೂರು ಆರೆಂಜ್ ವಲಯ: [164, 921, 383, 950]
center-story-5-headline: ಮಂಡಿ ಠಾಣಾ ವ್ಯಾಪ್ತಿಯಲ್ಲಿ 2 ಅಪರಿಚಿತ ವ್ಯಕ್ತಿಗಳ ಮೃತದೇಹ ಪತ್ತೆ: [536, 2092, 1020, 2120]
portrait-body: [1102, 832, 1189, 889]
lead-headline-line-1: ಕೊರೊನಾ ಸೋಂಕು ತಡೆಗಟ್ಟುವಲ್ಲಿ: [516, 130, 1036, 186]
registration-dot: [1473, 2333, 1484, 2343]
car-wheel: [622, 1607, 651, 1636]
lead-photo: [771, 284, 1076, 560]
lead-body-b: ಬಡವರು, ಕಾರ್ಮಿಕರು, ರೈತರು ತೀವ್ರ ಸಂಕಷ್ಟಕ್ಕೆ ಸಿಲುಕಿದ್ದಾರೆ. ಸರ್ಕಾರ ಘೋಷಿಸಿರುವ ಪರಿಹಾರ ಪ್ಯಾಕೇಜ್ ಅಸಮರ್ಪಕವಾಗಿದೆ. ಪ್ರತಿ ಕುಟುಂಬಕ್ಕೆ ಕನಿಷ್ಠ 10 ಸಾವಿರ ರೂ. ನೀಡಬೇಕು ಎಂದು ಒತ್ತಾಯಿಸಿದರು. ವಲಸೆ ಕಾರ್ಮಿಕರನ್ನು ಅವರ ಊರುಗಳಿಗೆ ಕಳುಹಿಸಲು ಉಚಿತ ವ್ಯವಸ್ಥೆ ಮಾಡಬೇಕಿತ್ತು. ಆದರೆ ಸರ್ಕಾರ ಅದರಲ್ಲೂ ವಿಫಲವಾಗಿದೆ. ಈ ಕುರಿತು ಪಕ್ಷದ ವತಿಯಿಂದ ಹೋರಾಟ ನಡೆಸಲಾಗುವುದು. ರೈತರ ಬೆಳೆಗಳಿಗೆ ಸೂಕ್ತ ಬೆಂಬಲ ಬೆಲೆ ನೀಡಬೇಕು ಎಂದು ಆಗ್ರಹಿಸಿದರು.: [771, 568, 1076, 696]
continued-banner: ಒಂದನೇ ಪುಟದಿಂದ: [87, 436, 460, 464]
right-story-2-headline-1: ಕೇಂದ್ರದ 20 ಲಕ್ಷ ಕೋಟಿ ರೂ.: [1159, 513, 1425, 543]
right-story-4-byline: - ಡಾ.ಕೃಷ್ಣಸ್ವಾಮಿ, ನಿವೃತ್ತ ಅರ್ಥಶಾಸ್ತ್ರ ಪ್ರಾಧ್ಯಾಪಕರು: [1303, 1318, 1494, 1332]
center-story-4-headline-2: [480, 1374, 1076, 1428]
portrait-2: [1091, 750, 1200, 889]
left-story-2-headline: ವಿಶೇಷ ಪ್ಯಾಕೇಜ್ ಪ್ರಕಟಿಸಿದ ಪ್ರಧಾನಿ: [149, 466, 398, 492]
story-divider: [1091, 1098, 1494, 1100]
masthead: [86, 86, 1494, 132]
center-story-2-body: ಮೈಸೂರು, ಮೇ 12(ಎಸ್‌ಪಿಎನ್)- ಲಾಕ್‌ಡೌನ್‌ನಿಂದ ಸಂಕಷ್ಟಕ್ಕೆ ಸಿಲುಕಿರುವ ಮಧ್ಯಾಹ್ನ ಬಿಸಿಯೂಟ ಯೋಜನೆಯ 1.18 ಲಕ್ಷ ಸಿಬ್ಬಂದಿಗೆ ಪರಿಹಾರವಾಗಿ 3 ತಿಂಗಳ ಸಂಭಾವನೆಯನ್ನು ನೀಡಬೇಕು ಎಂದು ಅಕ್ಷರ ದಾಸೋಹ ನೌಕರರ ಸಂಘದ ಪದಾಧಿಕಾರಿಗಳು ಮುಖ್ಯಮಂತ್ರಿಗಳಿಗೆ ಮನವಿ ಸಲ್ಲಿಸಿದರು. ಮೈಸೂರಿನ ಅಕ್ಷರ ದಾಸೋಹ ಸಿಬ್ಬಂದಿ 2,600 ರೂ. ನಿಂದ 2,700 ರೂ. ಗಳವರೆಗೆ ಸಂಭಾವನೆ ಪಡೆಯುತ್ತಿದ್ದಾರೆ.: [480, 891, 1076, 943]
story-divider: [87, 918, 460, 919]
portrait-head: [1121, 769, 1169, 828]
portrait-head: [1121, 1390, 1169, 1450]
center-story-3-body: ಮೈಸೂರು, ಮೇ 12-ದಕ್ಷಿಣ ಕನ್ನಡ ಜಿಲ್ಲೆಯ ಪಡುಬಿದ್ರೆ ರೈಲು ನಿಲ್ದಾಣದಿಂದ ಮೈಸೂರು ವಿಭಾಗದ ಮೊದಲ ಶ್ರಮಿಕ್ ವಿಶೇಷ ರೈಲು ಬಿಹಾರ ಮೂಲದ 1428 ವಲಸೆ ಕಾರ್ಮಿಕರನ್ನು ಮಂಗಳವಾರ ಸಂಜೆ ಕಳುಹಿಸಿಕೊಟ್ಟಿತು. ಮೇ 14ರ ಬೆಳಗ್ಗೆ 7 ಗಂಟೆಗೆ ಬಿಹಾರ ತಲುಪಲಿದೆ. 18 ಜನರಲ್, 4 ಎಸ್‌ಎಲ್‌ಆರ್ ಸೇರಿದಂತೆ ಒಟ್ಟು 24 ಬೋಗಿಗಳಿರುವ ರೈಲಿನಲ್ಲಿ ಒಟ್ಟು 1464 ಮಂದಿ ಪ್ರಯಾಣಿಸಬಹುದು.: [480, 1131, 887, 1202]
portrait-body: [1393, 1217, 1480, 1270]
portrait-3: [1382, 1139, 1491, 1270]
story-divider: [1091, 714, 1494, 716]
registration-dot: [1425, 2333, 1436, 2343]
